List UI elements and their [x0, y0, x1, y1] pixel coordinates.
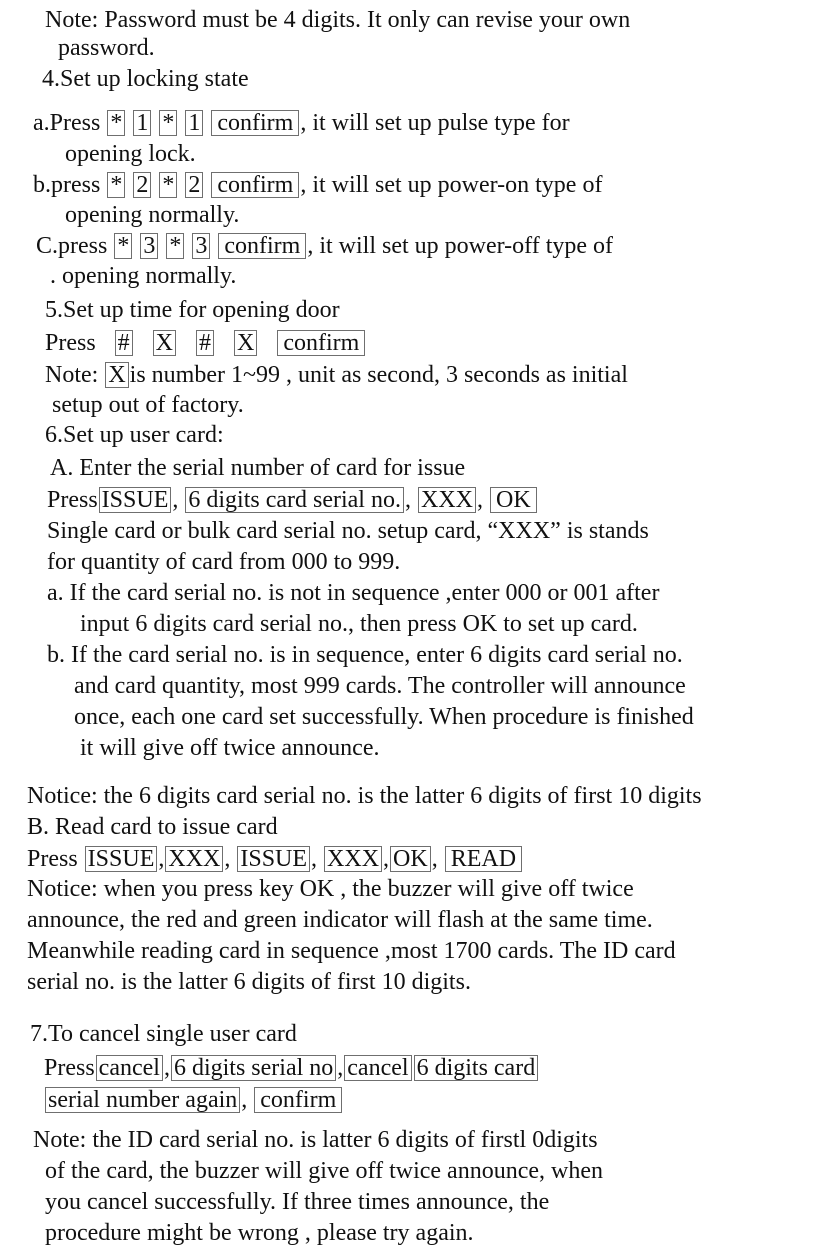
separator: ,: [158, 846, 165, 872]
key-confirm: confirm: [218, 233, 306, 259]
section6-a-item-a2: input 6 digits card serial no., then press OK to set up card.: [80, 611, 638, 637]
section6-notice1: Notice: the 6 digits card serial no. is the latter 6 digits of first 10 digits: [27, 783, 702, 809]
key-confirm: confirm: [211, 110, 299, 136]
section7-note1: Note: the ID card serial no. is latter 6 digits of firstl 0digits: [33, 1127, 598, 1153]
key-read: READ: [445, 846, 522, 872]
section6-a-item-b4: it will give off twice announce.: [80, 735, 380, 761]
section6-b-notice2: announce, the red and green indicator will flash at the same time.: [27, 907, 653, 933]
section5-heading: 5.Set up time for opening door: [45, 297, 340, 323]
key-2: 2: [133, 172, 151, 198]
password-note-line2: password.: [58, 35, 155, 61]
item-a-line2: opening lock.: [65, 141, 196, 167]
key-ok: OK: [490, 487, 537, 513]
press-label: Press: [44, 1055, 95, 1081]
key-1: 1: [185, 110, 203, 136]
section7-press-line: [44, 1055, 539, 1081]
section6-b-press-line: [27, 846, 523, 872]
item-b-suffix: , it will set up power-on type of: [300, 172, 603, 198]
item-a-prefix: a.Press: [33, 110, 101, 136]
key-xxx: XXX: [165, 846, 223, 872]
key-x: X: [105, 362, 128, 388]
key-3: 3: [140, 233, 158, 259]
section6-a-press-line: [47, 487, 538, 513]
note-label: Note:: [45, 362, 99, 388]
key-hash: #: [196, 330, 214, 356]
item-b-line2: opening normally.: [65, 202, 240, 228]
section6-a-desc1: Single card or bulk card serial no. setup card, “XXX” is stands: [47, 518, 649, 544]
key-card-serial: 6 digits card: [414, 1055, 539, 1081]
key-cancel: cancel: [344, 1055, 411, 1081]
section4-item-b: [33, 172, 602, 198]
section7-heading: 7.To cancel single user card: [30, 1021, 297, 1047]
key-confirm: confirm: [254, 1087, 342, 1113]
separator: ,: [311, 846, 318, 872]
item-c-line2: . opening normally.: [50, 263, 237, 289]
item-a-suffix: , it will set up pulse type for: [300, 110, 570, 136]
item-c-prefix: C.press: [36, 233, 108, 259]
section7-press-line2: [44, 1087, 343, 1113]
separator: ,: [404, 487, 411, 513]
key-star: *: [166, 233, 184, 259]
separator: ,: [163, 1055, 170, 1081]
separator: ,: [224, 846, 231, 872]
press-label: Press: [45, 330, 96, 356]
key-x: X: [153, 330, 176, 356]
key-3: 3: [192, 233, 210, 259]
section6-b-notice3: Meanwhile reading card in sequence ,most 1700 cards. The ID card: [27, 938, 676, 964]
item-b-prefix: b.press: [33, 172, 101, 198]
separator: ,: [431, 846, 438, 872]
section6-b-notice1: Notice: when you press key OK , the buzzer will give off twice: [27, 876, 634, 902]
key-star: *: [159, 110, 177, 136]
key-star: *: [159, 172, 177, 198]
section6-a-item-b3: once, each one card set successfully. When procedure is finished: [74, 704, 694, 730]
separator: ,: [476, 487, 483, 513]
separator: ,: [241, 1087, 248, 1113]
section6-a-item-b1: b. If the card serial no. is in sequence, enter 6 digits card serial no.: [47, 642, 683, 668]
key-confirm: confirm: [277, 330, 365, 356]
separator: ,: [172, 487, 179, 513]
section6-a-item-a1: a. If the card serial no. is not in sequence ,enter 000 or 001 after: [47, 580, 660, 606]
separator: ,: [337, 1055, 344, 1081]
separator: ,: [383, 846, 390, 872]
key-star: *: [114, 233, 132, 259]
key-star: *: [107, 172, 125, 198]
key-xxx: XXX: [418, 487, 476, 513]
section6-a-item-b2: and card quantity, most 999 cards. The controller will announce: [74, 673, 686, 699]
key-card-serial: 6 digits card serial no.: [185, 487, 404, 513]
item-c-suffix: , it will set up power-off type of: [307, 233, 614, 259]
key-hash: #: [115, 330, 133, 356]
section5-note-line2: setup out of factory.: [52, 392, 244, 418]
key-issue: ISSUE: [85, 846, 158, 872]
section6-a-desc2: for quantity of card from 000 to 999.: [47, 549, 401, 575]
key-x: X: [234, 330, 257, 356]
key-serial-again: serial number again: [45, 1087, 240, 1113]
key-confirm: confirm: [211, 172, 299, 198]
press-label: Press: [47, 487, 98, 513]
section7-note3: you cancel successfully. If three times announce, the: [45, 1189, 550, 1215]
key-2: 2: [185, 172, 203, 198]
press-label: Press: [27, 846, 78, 872]
key-star: *: [107, 110, 125, 136]
key-issue: ISSUE: [99, 487, 172, 513]
section5-note: [45, 362, 628, 388]
section6-heading: 6.Set up user card:: [45, 422, 224, 448]
section5-press-line: [45, 330, 366, 356]
section6-a-title: A. Enter the serial number of card for issue: [50, 455, 466, 481]
key-serial-no: 6 digits serial no: [171, 1055, 336, 1081]
key-cancel: cancel: [96, 1055, 163, 1081]
key-1: 1: [133, 110, 151, 136]
section7-note4: procedure might be wrong , please try again.: [45, 1220, 474, 1246]
section4-item-c: [36, 233, 613, 259]
section4-heading: 4.Set up locking state: [42, 66, 249, 92]
section6-b-title: B. Read card to issue card: [27, 814, 278, 840]
section6-b-notice4: serial no. is the latter 6 digits of first 10 digits.: [27, 969, 471, 995]
section7-note2: of the card, the buzzer will give off twice announce, when: [45, 1158, 603, 1184]
key-xxx: XXX: [324, 846, 382, 872]
section4-item-a: [33, 110, 570, 136]
key-issue: ISSUE: [237, 846, 310, 872]
password-note-line1: Note: Password must be 4 digits. It only can revise your own: [45, 7, 631, 33]
key-ok: OK: [390, 846, 431, 872]
note-text: is number 1~99 , unit as second, 3 seconds as initial: [129, 362, 628, 388]
